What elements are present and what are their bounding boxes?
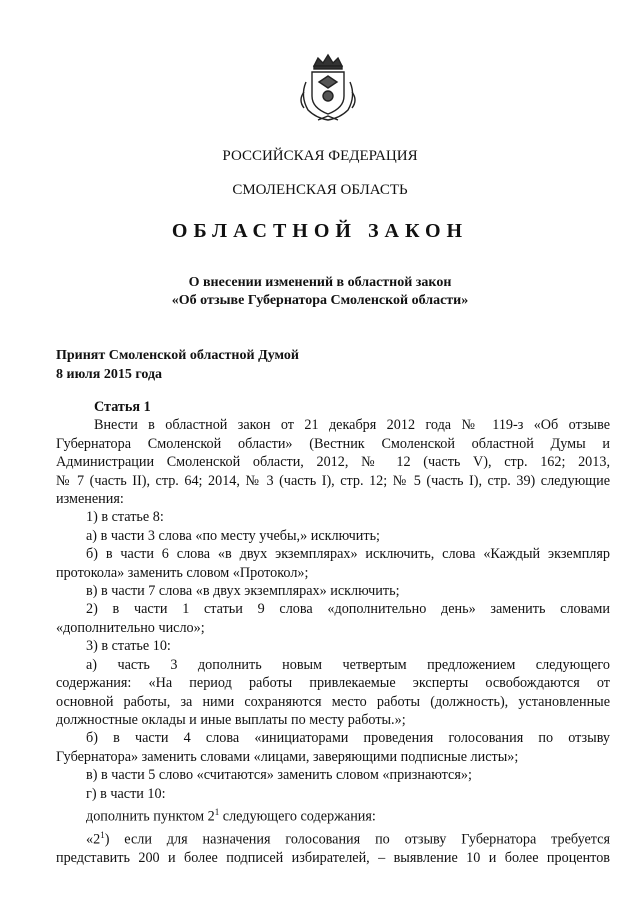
amendment-item: содержания: «На период работы привлекаемые эксперты освобождаются от bbox=[56, 675, 610, 692]
amendment-item: должностные оклады и иные выплаты по месту работы.»; bbox=[56, 711, 406, 728]
quoted-text-line bbox=[56, 826, 610, 849]
article-intro-line: Внести в областной закон от 21 декабря 2012 года № 119-з «Об отзыве bbox=[94, 417, 610, 434]
amendment-item: г) в части 10: bbox=[86, 785, 166, 802]
country-name: РОССИЙСКАЯ ФЕДЕРАЦИЯ bbox=[222, 148, 418, 164]
amendment-item: 1) в статье 8: bbox=[86, 509, 164, 526]
amendment-item bbox=[56, 803, 610, 826]
law-subtitle-line-2: «Об отзыве Губернатора Смоленской области» bbox=[171, 293, 469, 308]
article-intro-line: Администрации Смоленской области, 2012, № 12 (часть V), стр. 162; 2013, bbox=[56, 454, 610, 471]
quote-text: ) если для назначения голосования по отзыву Губернатора требуется bbox=[104, 831, 610, 848]
amendment-text: дополнить пунктом 2 bbox=[86, 808, 215, 825]
superscript: 1 bbox=[100, 830, 105, 841]
quoted-text-line: представить 200 и более подписей избирателей, – выявление 10 и более процентов bbox=[56, 850, 610, 867]
amendment-item: основной работы, за ними сохраняются место работы (должность), установленные bbox=[56, 693, 610, 710]
quote-open: «2 bbox=[86, 831, 101, 848]
article-body bbox=[56, 398, 610, 868]
amendment-item: в) в части 7 слова «в двух экземплярах» исключить; bbox=[86, 583, 400, 600]
law-subtitle-line-1: О внесении изменений в областной закон bbox=[188, 275, 452, 290]
superscript: 1 bbox=[214, 806, 220, 817]
amendment-item: а) в части 3 слова «по месту учебы,» исключить; bbox=[86, 527, 380, 544]
region-name: СМОЛЕНСКАЯ ОБЛАСТЬ bbox=[232, 182, 408, 198]
amendment-item: в) в части 5 слово «считаются» заменить словом «признаются»; bbox=[86, 767, 472, 784]
document-type-title: ОБЛАСТНОЙ ЗАКОН bbox=[171, 220, 469, 242]
adoption-body: Принят Смоленской областной Думой bbox=[56, 348, 299, 363]
amendment-item: б) в части 4 слова «инициаторами проведения голосования по отзыву bbox=[86, 730, 610, 747]
adoption-date: 8 июля 2015 года bbox=[56, 367, 163, 382]
article-intro-line: изменения: bbox=[56, 491, 124, 508]
amendment-item: а) часть 3 дополнить новым четвертым предложением следующего bbox=[86, 656, 610, 673]
amendment-item: Губернатора» заменить словами «лицами, заверяющими подписные листы»; bbox=[56, 748, 519, 765]
article-heading: Статья 1 bbox=[94, 399, 151, 415]
amendment-item: «дополнительно число»; bbox=[56, 619, 205, 636]
amendment-text: следующего содержания: bbox=[219, 808, 376, 825]
coat-of-arms-emblem bbox=[292, 52, 364, 124]
article-intro-line: Губернатора Смоленской области» (Вестник Смоленской областной Думы и bbox=[56, 435, 610, 452]
amendment-item: протокола» заменить словом «Протокол»; bbox=[56, 564, 309, 581]
adoption-info bbox=[56, 346, 299, 384]
article-intro-line: № 7 (часть II), стр. 64; 2014, № 3 (часть I), стр. 12; № 5 (часть I), стр. 39) следующие bbox=[56, 472, 610, 489]
amendment-item: 3) в статье 10: bbox=[86, 638, 171, 655]
amendment-item: 2) в части 1 статьи 9 слова «дополнительно день» заменить словами bbox=[86, 601, 610, 618]
amendment-item: б) в части 6 слова «в двух экземплярах» исключить, слова «Каждый экземпляр bbox=[86, 546, 610, 563]
